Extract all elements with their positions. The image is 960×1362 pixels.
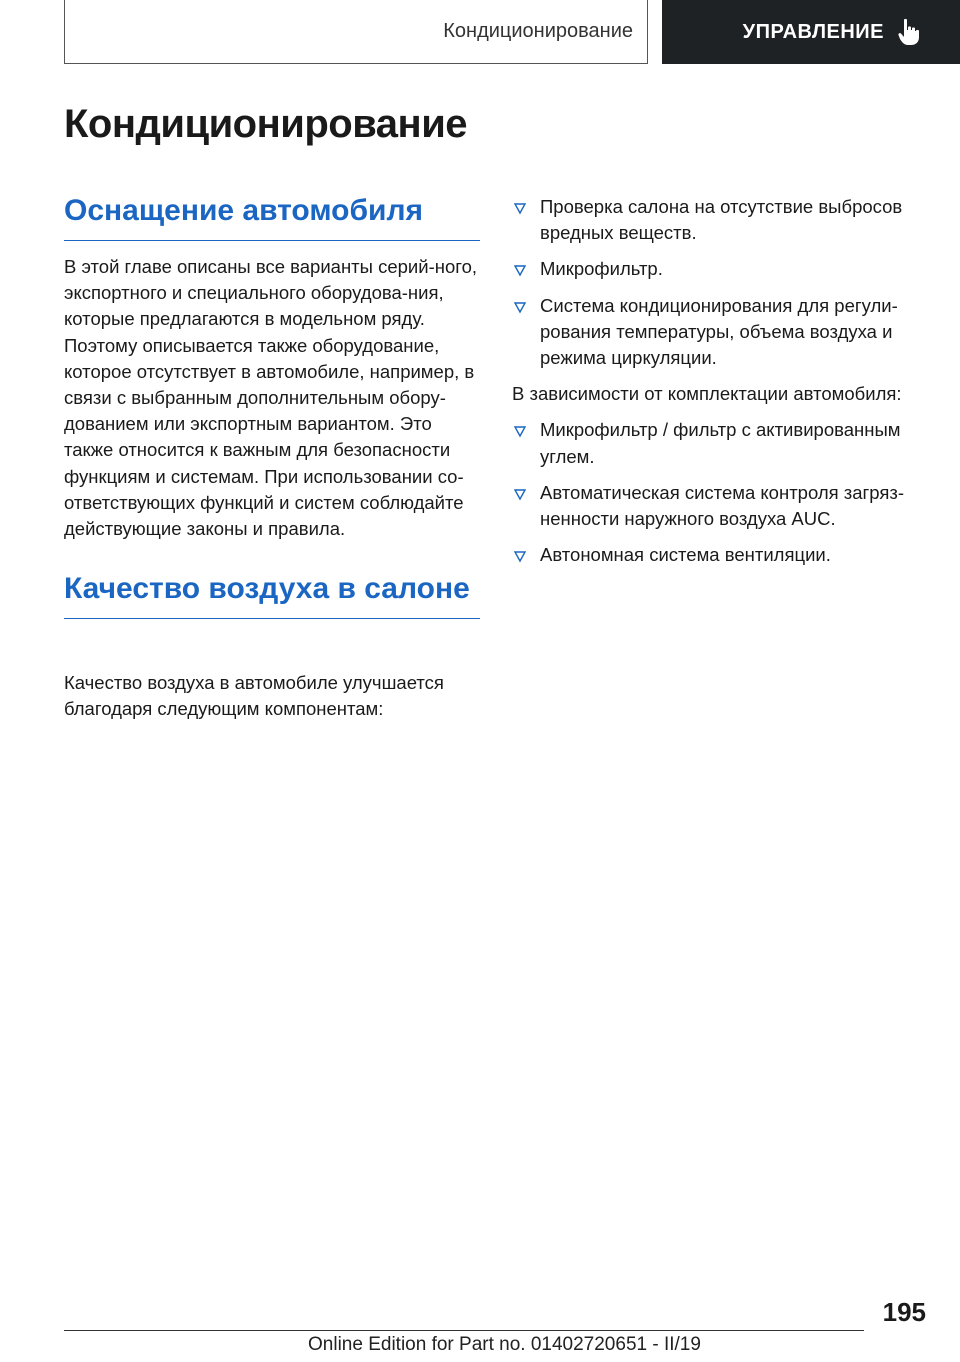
page-number: 195 (882, 1297, 926, 1327)
list-item-text: Автоматическая система контроля загряз-ненности наружного воздуха AUC. (540, 481, 905, 530)
header-chapter-tab (662, 0, 960, 64)
section-body-equipment: В этой главе описаны все варианты серий-ного, экспортного и специального оборудова-ния, которые предлагаются в модельном ряду. Поэтому описывается также оборудование, которое отсутствует в автомобиле, например, в связи с выбранным дополнительным обору-дованием или экспортным вариантом. Это также относится к важным для безопасности функциям и системам. При использовании со-ответствующих функций и систем соблюдайте действующие законы и правила. (64, 256, 478, 540)
footer-divider (64, 1330, 864, 1331)
right-column (512, 194, 932, 578)
list-item (512, 417, 932, 469)
section-body-air-quality: Качество воздуха в автомобиле улучшается благодаря следующим компонентам: (64, 672, 444, 720)
list-item-text: Микрофильтр. (540, 258, 663, 280)
triangle-bullet-icon (512, 480, 540, 532)
header-section-tab (64, 0, 648, 64)
list-item-text: Автономная система вентиляции. (540, 544, 831, 566)
list-item (512, 194, 932, 246)
page-title: Кондиционирование (64, 102, 468, 146)
hand-pointer-icon (898, 18, 920, 46)
triangle-bullet-icon (512, 542, 540, 568)
list-item (512, 480, 932, 532)
list-item-text: Проверка салона на отсутствие выбросов вредных веществ. (540, 196, 903, 244)
triangle-bullet-icon (512, 293, 540, 372)
triangle-bullet-icon (512, 194, 540, 246)
list-item-text: Микрофильтр / фильтр с активированным углем. (540, 419, 901, 467)
equipment-dependency-note: В зависимости от комплектации автомобиля: (512, 383, 902, 405)
list-item-text: Система кондиционирования для регули-рования температуры, объема воздуха и режима циркуляции. (540, 294, 898, 369)
list-item (512, 256, 932, 282)
section-heading-equipment: Оснащение автомобиля (64, 192, 480, 241)
header-chapter-label: УПРАВЛЕНИЕ (742, 20, 884, 43)
footer-edition: Online Edition for Part no. 01402720651 - II/19 (308, 1334, 701, 1355)
triangle-bullet-icon (512, 417, 540, 469)
section-heading-air-quality: Качество воздуха в салоне (64, 570, 480, 619)
list-item (512, 293, 932, 372)
header-section-label: Кондиционирование (443, 20, 633, 42)
triangle-bullet-icon (512, 256, 540, 282)
list-item (512, 542, 932, 568)
